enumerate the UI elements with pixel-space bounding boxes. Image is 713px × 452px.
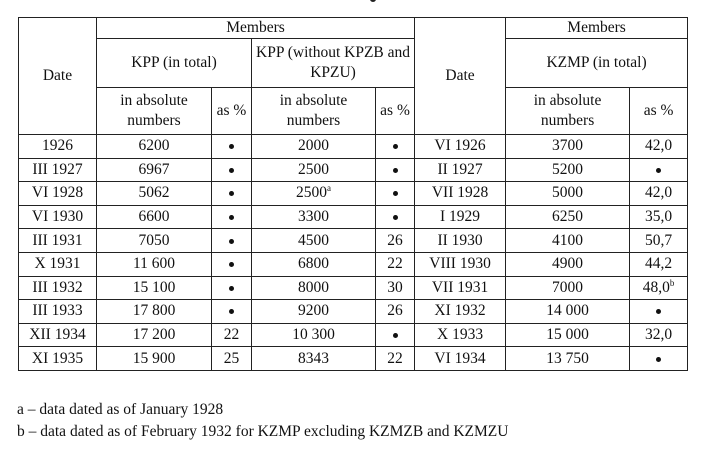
cell-kpp-total-percent (212, 205, 252, 229)
cell-kpp-total (97, 229, 212, 253)
cell-kpp-without-percent (376, 158, 415, 182)
cell-date-right (415, 205, 506, 229)
table-row (19, 158, 688, 182)
footnote-b: b – data dated as of February 1932 for KZMP excluding KZMZB and KZMZU (17, 423, 509, 440)
cell-kpp-total-percent (212, 229, 252, 253)
cell-kzmp-total (506, 135, 630, 159)
no-data-marker (656, 309, 661, 314)
cell-date-right (415, 276, 506, 300)
header-members-left: Members (97, 18, 415, 39)
no-data-marker (229, 191, 234, 196)
footnotes (17, 399, 508, 443)
cell-kpp-without (252, 229, 376, 253)
cell-kpp-without (252, 300, 376, 324)
cell-value: 42,0 (644, 137, 673, 155)
cell-value: 22 (387, 255, 403, 273)
cell-value: 32,0 (644, 326, 673, 344)
no-data-marker (393, 168, 398, 173)
header-date-right: Date (415, 18, 506, 135)
cell-kzmp-percent (630, 205, 688, 229)
cell-value: 8343 (298, 349, 329, 367)
cell-kzmp-percent (630, 252, 688, 276)
cell-kpp-total (97, 252, 212, 276)
cell-kpp-total-percent (212, 276, 252, 300)
cell-value: VI 1934 (434, 349, 486, 367)
table-row (19, 229, 688, 253)
cell-kpp-total (97, 323, 212, 347)
cell-value: 15 900 (132, 349, 176, 367)
cropped-text-fragment (330, 0, 420, 4)
header-kpp-without-percent: as % (376, 88, 415, 135)
cell-kzmp-total (506, 300, 630, 324)
header-date-left: Date (19, 18, 97, 135)
cell-value: 7000 (552, 278, 584, 296)
cell-kzmp-percent (630, 158, 688, 182)
footnote-a: a – data dated as of January 1928 (17, 401, 224, 418)
cell-value: VI 1926 (434, 137, 486, 155)
cell-value: 42,0 (644, 184, 673, 202)
header-kpp-without-absolute: in absolute numbers (252, 88, 376, 135)
table-row (19, 182, 688, 206)
cell-kpp-without (252, 205, 376, 229)
cell-kpp-total-percent (212, 135, 252, 159)
cell-kzmp-percent (630, 347, 688, 371)
cell-value: 26 (387, 302, 403, 320)
cell-kpp-without-percent (376, 252, 415, 276)
cell-date-left (19, 252, 97, 276)
table-row (19, 135, 688, 159)
footnote-marker: a (327, 183, 331, 194)
cell-value: 30 (387, 278, 403, 296)
header-kpp-total-absolute: in absolute numbers (97, 88, 212, 135)
cell-date-left (19, 300, 97, 324)
cell-kzmp-percent (630, 300, 688, 324)
cell-kzmp-total (506, 347, 630, 371)
no-data-marker (229, 239, 234, 244)
cell-kpp-without-percent (376, 323, 415, 347)
cell-kpp-total-percent (212, 158, 252, 182)
cell-value: XI 1935 (31, 349, 84, 367)
cell-value: 2500 (298, 160, 329, 178)
cell-kpp-without-percent (376, 205, 415, 229)
cell-value: 4100 (552, 231, 584, 249)
header-kzmp-absolute: in absolute numbers (506, 88, 630, 135)
cell-kpp-without (252, 158, 376, 182)
cell-value: VII 1928 (431, 184, 489, 202)
cell-kpp-total (97, 158, 212, 182)
cell-kpp-total-percent (212, 347, 252, 371)
cell-kpp-total-percent (212, 182, 252, 206)
no-data-marker (229, 168, 234, 173)
cell-value: 1926 (42, 137, 73, 155)
cell-value: 25 (223, 349, 240, 367)
cell-kpp-without (252, 276, 376, 300)
no-data-marker (393, 215, 398, 220)
cell-kpp-without-percent (376, 135, 415, 159)
cell-value: III 1931 (32, 231, 83, 249)
cell-kpp-total (97, 347, 212, 371)
cell-date-left (19, 229, 97, 253)
cell-kpp-total (97, 300, 212, 324)
cell-value: VII 1931 (431, 278, 489, 296)
cell-kzmp-total (506, 205, 630, 229)
cell-value: 5062 (138, 184, 170, 202)
cell-value: I 1929 (440, 208, 481, 226)
cell-kpp-without (252, 182, 376, 206)
no-data-marker (229, 286, 234, 291)
no-data-marker (393, 191, 398, 196)
cell-date-right (415, 182, 506, 206)
cell-date-right (415, 135, 506, 159)
cell-value: 15 000 (546, 326, 589, 344)
header-members-right: Members (506, 18, 688, 39)
cell-value: VI 1930 (31, 208, 84, 226)
cell-kzmp-total (506, 252, 630, 276)
cell-value: 8000 (298, 278, 329, 296)
no-data-marker (229, 262, 234, 267)
cell-kpp-total (97, 205, 212, 229)
no-data-marker (393, 333, 398, 338)
cell-value: 22 (223, 326, 240, 344)
cell-date-left (19, 323, 97, 347)
table-row (19, 347, 688, 371)
cell-kpp-without-percent (376, 300, 415, 324)
cell-kpp-total-percent (212, 252, 252, 276)
cell-date-left (19, 347, 97, 371)
cell-date-right (415, 323, 506, 347)
cell-date-left (19, 135, 97, 159)
cell-value: 22 (387, 349, 403, 367)
cell-date-left (19, 205, 97, 229)
cell-value: 10 300 (292, 326, 335, 344)
cell-kpp-without (252, 252, 376, 276)
table-row (19, 205, 688, 229)
header-kpp-total-percent: as % (212, 88, 252, 135)
cell-kzmp-total (506, 182, 630, 206)
cell-value: 35,0 (644, 208, 673, 226)
cell-kpp-total-percent (212, 300, 252, 324)
cell-value: III 1932 (32, 278, 83, 296)
no-data-marker (656, 357, 661, 362)
cell-kzmp-total (506, 158, 630, 182)
cell-value: 3700 (552, 137, 584, 155)
cell-date-right (415, 252, 506, 276)
header-kpp-without: KPP (without KPZB and KPZU) (252, 39, 415, 88)
cell-value: 4500 (298, 231, 329, 249)
cell-kpp-without (252, 323, 376, 347)
footnote-marker: b (669, 277, 675, 288)
cell-value: 9200 (298, 302, 329, 320)
cell-date-left (19, 158, 97, 182)
cell-value: 44,2 (644, 255, 673, 273)
cell-kpp-without (252, 135, 376, 159)
cell-date-left (19, 276, 97, 300)
cell-value: II 1930 (437, 231, 483, 249)
cell-value: XI 1932 (434, 302, 486, 320)
cell-value: 17 800 (132, 302, 176, 320)
cell-kzmp-total (506, 323, 630, 347)
no-data-marker (229, 309, 234, 314)
cell-value: VIII 1930 (429, 255, 491, 273)
cell-value: 6200 (138, 137, 170, 155)
cell-value: X 1931 (34, 255, 81, 273)
table-row (19, 323, 688, 347)
cell-value: 2000 (298, 137, 329, 155)
no-data-marker (656, 168, 661, 173)
header-kpp-total: KPP (in total) (97, 39, 252, 88)
cell-value: 4900 (552, 255, 584, 273)
cell-value: II 1927 (437, 160, 483, 178)
cell-kpp-total (97, 135, 212, 159)
cell-date-right (415, 229, 506, 253)
cell-value: X 1933 (437, 326, 484, 344)
header-kzmp-total: KZMP (in total) (506, 39, 688, 88)
cell-kzmp-total (506, 229, 630, 253)
cell-kpp-without-percent (376, 347, 415, 371)
cell-kpp-total (97, 276, 212, 300)
cell-kzmp-total (506, 276, 630, 300)
cell-date-right (415, 300, 506, 324)
cell-kpp-without (252, 347, 376, 371)
cell-kzmp-percent (630, 182, 688, 206)
no-data-marker (229, 144, 234, 149)
cell-value: 11 600 (132, 255, 176, 273)
cell-kzmp-percent (630, 229, 688, 253)
membership-table (18, 17, 688, 371)
cell-date-left (19, 182, 97, 206)
cell-kpp-total-percent (212, 323, 252, 347)
cell-date-right (415, 158, 506, 182)
cell-value: 3300 (298, 208, 329, 226)
cell-value: III 1933 (32, 302, 83, 320)
table-row (19, 300, 688, 324)
cell-date-right (415, 347, 506, 371)
cell-value: 13 750 (546, 349, 589, 367)
table-row (19, 252, 688, 276)
cell-value: 7050 (138, 231, 170, 249)
cell-kzmp-percent (630, 323, 688, 347)
cell-kpp-without-percent (376, 276, 415, 300)
cell-value: 6800 (298, 255, 329, 273)
cell-value: 6250 (552, 208, 584, 226)
cell-value: VI 1928 (31, 184, 84, 202)
cell-value: 2500 (296, 184, 327, 202)
no-data-marker (393, 144, 398, 149)
header-kzmp-percent: as % (630, 88, 688, 135)
cell-value: XII 1934 (29, 326, 86, 344)
cell-value: 5000 (552, 184, 584, 202)
cell-value: 15 100 (132, 278, 176, 296)
no-data-marker (229, 215, 234, 220)
cell-value: 6600 (138, 208, 170, 226)
cell-value: 5200 (552, 160, 584, 178)
cell-kpp-without-percent (376, 182, 415, 206)
cell-value: 14 000 (546, 302, 589, 320)
cell-kzmp-percent (630, 276, 688, 300)
cell-kpp-without-percent (376, 229, 415, 253)
cell-value: 50,7 (644, 231, 673, 249)
table-row (19, 276, 688, 300)
cell-value: 17 200 (132, 326, 176, 344)
cell-value: 26 (387, 231, 403, 249)
cell-kpp-total (97, 182, 212, 206)
cell-value: 48,0 (642, 278, 670, 296)
cell-value: III 1927 (32, 160, 83, 178)
cell-value: 6967 (138, 160, 170, 178)
cell-kzmp-percent (630, 135, 688, 159)
